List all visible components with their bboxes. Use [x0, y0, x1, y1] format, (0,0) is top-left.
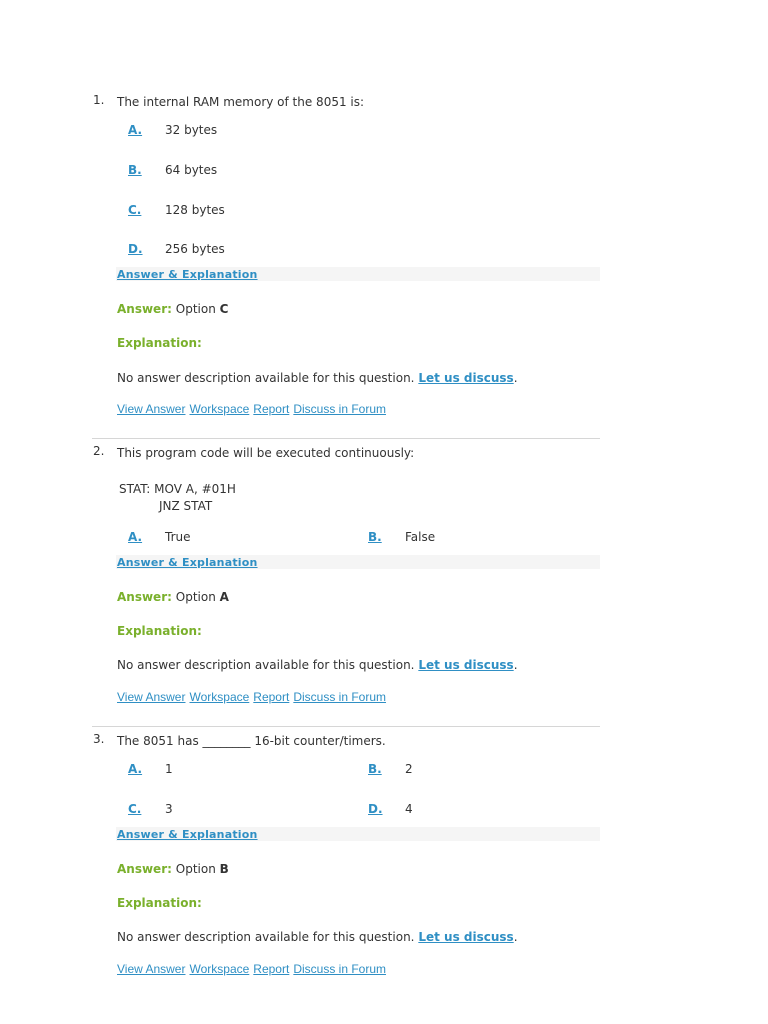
explanation-text	[117, 658, 518, 672]
action-links	[117, 962, 390, 976]
option-d-link[interactable]: D.	[368, 802, 383, 816]
report-link[interactable]: Report	[253, 962, 290, 976]
answer-explanation-link[interactable]: Answer & Explanation	[117, 556, 258, 569]
question-number: 3.	[93, 732, 105, 746]
option-d-text: 4	[405, 802, 413, 816]
workspace-link[interactable]: Workspace	[189, 690, 250, 704]
option-d-link[interactable]: D.	[128, 242, 143, 256]
workspace-link[interactable]: Workspace	[189, 402, 250, 416]
answer-line	[117, 590, 229, 604]
option-b-text: 2	[405, 762, 413, 776]
option-a-text: 1	[165, 762, 173, 776]
let-us-discuss-link[interactable]: Let us discuss	[418, 930, 514, 944]
discuss-forum-link[interactable]: Discuss in Forum	[293, 690, 387, 704]
option-b-link[interactable]: B.	[368, 530, 382, 544]
question-number: 1.	[93, 93, 105, 107]
action-links	[117, 402, 390, 416]
option-b-text: False	[405, 530, 436, 544]
view-answer-link[interactable]: View Answer	[117, 690, 186, 704]
explanation-text	[117, 930, 518, 944]
option-c-link[interactable]: C.	[128, 802, 142, 816]
separator	[92, 726, 600, 727]
option-b-text: 64 bytes	[165, 163, 218, 177]
answer-label: Answer:	[117, 302, 172, 316]
separator	[92, 438, 600, 439]
action-links	[117, 690, 390, 704]
code-line-1: STAT: MOV A, #01H	[119, 482, 236, 496]
answer-label: Answer:	[117, 590, 172, 604]
option-b-link[interactable]: B.	[368, 762, 382, 776]
report-link[interactable]: Report	[253, 402, 290, 416]
option-a-text: 32 bytes	[165, 123, 218, 137]
answer-option-word: Option	[175, 302, 216, 316]
period: .	[513, 371, 518, 385]
answer-line	[117, 862, 229, 876]
question-text: The internal RAM memory of the 8051 is:	[117, 95, 365, 109]
question-text: The 8051 has ________ 16-bit counter/timers.	[117, 734, 386, 748]
question-text: This program code will be executed continuously:	[117, 446, 415, 460]
view-answer-link[interactable]: View Answer	[117, 402, 186, 416]
option-c-text: 128 bytes	[165, 203, 225, 217]
no-description-text: No answer description available for this question.	[117, 658, 415, 672]
no-description-text: No answer description available for this question.	[117, 930, 415, 944]
discuss-forum-link[interactable]: Discuss in Forum	[293, 402, 387, 416]
period: .	[513, 930, 518, 944]
option-a-link[interactable]: A.	[128, 123, 143, 137]
option-c-link[interactable]: C.	[128, 203, 142, 217]
answer-explanation-link[interactable]: Answer & Explanation	[117, 268, 258, 281]
no-description-text: No answer description available for this question.	[117, 371, 415, 385]
code-line-2: JNZ STAT	[159, 499, 213, 513]
answer-explanation-link[interactable]: Answer & Explanation	[117, 828, 258, 841]
explanation-label: Explanation:	[117, 896, 202, 910]
period: .	[513, 658, 518, 672]
option-d-text: 256 bytes	[165, 242, 225, 256]
option-b-link[interactable]: B.	[128, 163, 142, 177]
answer-option-letter: B	[219, 862, 229, 876]
explanation-label: Explanation:	[117, 336, 202, 350]
discuss-forum-link[interactable]: Discuss in Forum	[293, 962, 387, 976]
let-us-discuss-link[interactable]: Let us discuss	[418, 371, 514, 385]
option-a-link[interactable]: A.	[128, 762, 143, 776]
option-c-text: 3	[165, 802, 173, 816]
answer-option-letter: C	[219, 302, 229, 316]
workspace-link[interactable]: Workspace	[189, 962, 250, 976]
answer-option-word: Option	[175, 862, 216, 876]
view-answer-link[interactable]: View Answer	[117, 962, 186, 976]
option-a-link[interactable]: A.	[128, 530, 143, 544]
let-us-discuss-link[interactable]: Let us discuss	[418, 658, 514, 672]
report-link[interactable]: Report	[253, 690, 290, 704]
answer-label: Answer:	[117, 862, 172, 876]
answer-option-letter: A	[219, 590, 229, 604]
answer-option-word: Option	[175, 590, 216, 604]
explanation-label: Explanation:	[117, 624, 202, 638]
explanation-text	[117, 371, 518, 385]
question-number: 2.	[93, 444, 105, 458]
option-a-text: True	[165, 530, 191, 544]
answer-line	[117, 302, 228, 316]
